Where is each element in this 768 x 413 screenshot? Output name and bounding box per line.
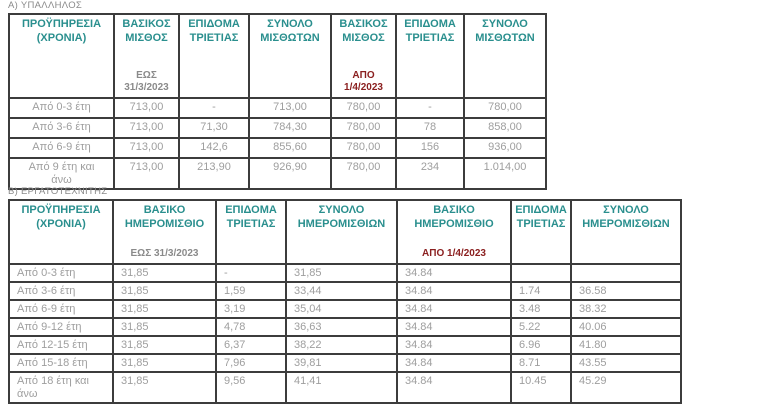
employee-table-body xyxy=(9,98,546,189)
value-cell: 1,59 xyxy=(216,282,286,300)
value-cell: 1.74 xyxy=(511,282,571,300)
value-cell: 34.84 xyxy=(397,336,511,354)
column-header-label: ΣΥΝΟΛΟ ΜΙΣΘΩΤΩΝ xyxy=(475,18,535,44)
column-header-6 xyxy=(571,200,681,264)
row-label-cell: Από 6-9 έτη xyxy=(9,300,113,318)
column-header-label: ΒΑΣΙΚΟΣ ΜΙΣΘΟΣ xyxy=(339,18,388,44)
value-cell: 78 xyxy=(396,118,464,138)
column-header-5 xyxy=(511,200,571,264)
value-cell xyxy=(571,264,681,282)
worker-wage-table xyxy=(8,199,682,404)
value-cell: 33,44 xyxy=(286,282,397,300)
column-header-2 xyxy=(216,200,286,264)
value-cell: 142,6 xyxy=(179,138,249,158)
row-label-cell: Από 9-12 έτη xyxy=(9,318,113,336)
value-cell: 713,00 xyxy=(114,158,179,189)
column-header-4 xyxy=(331,14,396,98)
column-header-label: ΕΠΙΔΟΜΑ ΤΡΙΕΤΙΑΣ xyxy=(225,204,277,230)
row-label-cell: Από 15-18 έτη xyxy=(9,354,113,372)
value-cell: 4,78 xyxy=(216,318,286,336)
value-cell: 31,85 xyxy=(113,354,216,372)
value-cell: 3,19 xyxy=(216,300,286,318)
column-header-0 xyxy=(9,200,113,264)
worker-table-body xyxy=(9,264,681,403)
value-cell: 31,85 xyxy=(286,264,397,282)
value-cell: 713,00 xyxy=(114,98,179,118)
employee-table-header-row xyxy=(9,14,546,98)
value-cell: 39,81 xyxy=(286,354,397,372)
value-cell: 936,00 xyxy=(464,138,546,158)
column-header-4 xyxy=(397,200,511,264)
value-cell: 34.84 xyxy=(397,300,511,318)
column-header-date-from: ΑΠΟ 1/4/2023 xyxy=(422,248,486,259)
employee-salary-table xyxy=(8,13,547,190)
value-cell: - xyxy=(216,264,286,282)
value-cell: 234 xyxy=(396,158,464,189)
value-cell: 43.55 xyxy=(571,354,681,372)
value-cell: 7,96 xyxy=(216,354,286,372)
value-cell: 10.45 xyxy=(511,372,571,403)
table-row xyxy=(9,118,546,138)
value-cell: 780,00 xyxy=(331,98,396,118)
column-header-0 xyxy=(9,14,114,98)
column-header-label: ΣΥΝΟΛΟ ΜΙΣΘΩΤΩΝ xyxy=(260,18,320,44)
value-cell: 713,00 xyxy=(249,98,331,118)
value-cell xyxy=(511,264,571,282)
column-header-label: ΠΡΟΫΠΗΡΕΣΙΑ (ΧΡΟΝΙΑ) xyxy=(21,18,102,44)
value-cell: - xyxy=(396,98,464,118)
table-row xyxy=(9,98,546,118)
value-cell: 3.48 xyxy=(511,300,571,318)
value-cell: 41,41 xyxy=(286,372,397,403)
value-cell: 784,30 xyxy=(249,118,331,138)
section-b-title: Β) ΕΡΓΑΤΟΤΕΧΝΙΤΗΣ xyxy=(8,186,108,197)
value-cell: 713,00 xyxy=(114,138,179,158)
value-cell: 6.96 xyxy=(511,336,571,354)
value-cell: 34.84 xyxy=(397,318,511,336)
row-label-cell: Από 0-3 έτη xyxy=(9,98,114,118)
column-header-label: ΒΑΣΙΚΟ ΗΜΕΡΟΜΙΣΘΙΟ xyxy=(124,204,205,230)
value-cell: - xyxy=(179,98,249,118)
column-header-3 xyxy=(249,14,331,98)
value-cell: 34.84 xyxy=(397,354,511,372)
value-cell: 71,30 xyxy=(179,118,249,138)
value-cell: 156 xyxy=(396,138,464,158)
column-header-date-until: ΕΩΣ 31/3/2023 xyxy=(124,70,169,93)
value-cell: 41.80 xyxy=(571,336,681,354)
row-label-cell: Από 3-6 έτη xyxy=(9,282,113,300)
worker-table-header-row xyxy=(9,200,681,264)
column-header-2 xyxy=(179,14,249,98)
value-cell: 36.58 xyxy=(571,282,681,300)
value-cell: 213,90 xyxy=(179,158,249,189)
row-label-cell: Από 9 έτη και άνω xyxy=(9,158,114,189)
value-cell: 38,22 xyxy=(286,336,397,354)
column-header-label: ΠΡΟΫΠΗΡΕΣΙΑ (ΧΡΟΝΙΑ) xyxy=(21,204,101,230)
value-cell: 31,85 xyxy=(113,318,216,336)
value-cell: 34.84 xyxy=(397,264,511,282)
table-row xyxy=(9,282,681,300)
column-header-date-until: ΕΩΣ 31/3/2023 xyxy=(130,248,199,259)
value-cell: 858,00 xyxy=(464,118,546,138)
table-row xyxy=(9,372,681,403)
row-label-cell: Από 12-15 έτη xyxy=(9,336,113,354)
value-cell: 31,85 xyxy=(113,264,216,282)
value-cell: 38.32 xyxy=(571,300,681,318)
value-cell: 31,85 xyxy=(113,300,216,318)
column-header-5 xyxy=(396,14,464,98)
value-cell: 45.29 xyxy=(571,372,681,403)
column-header-3 xyxy=(286,200,397,264)
table-row xyxy=(9,300,681,318)
value-cell: 31,85 xyxy=(113,372,216,403)
table-row xyxy=(9,264,681,282)
column-header-label: ΣΥΝΟΛΟ ΗΜΕΡΟΜΙΣΘΙΩΝ xyxy=(297,204,386,230)
table-row xyxy=(9,138,546,158)
value-cell: 713,00 xyxy=(114,118,179,138)
value-cell: 780,00 xyxy=(331,158,396,189)
value-cell: 40.06 xyxy=(571,318,681,336)
column-header-label: ΕΠΙΔΟΜΑ ΤΡΙΕΤΙΑΣ xyxy=(404,18,456,44)
column-header-label: ΒΑΣΙΚΟΣ ΜΙΣΘΟΣ xyxy=(122,18,171,44)
column-header-1 xyxy=(114,14,179,98)
row-label-cell: Από 18 έτη και άνω xyxy=(9,372,113,403)
value-cell: 780,00 xyxy=(331,138,396,158)
column-header-6 xyxy=(464,14,546,98)
column-header-1 xyxy=(113,200,216,264)
row-label-cell: Από 6-9 έτη xyxy=(9,138,114,158)
value-cell: 1.014,00 xyxy=(464,158,546,189)
value-cell: 926,90 xyxy=(249,158,331,189)
column-header-label: ΒΑΣΙΚΟ ΗΜΕΡΟΜΙΣΘΙΟ xyxy=(414,204,494,230)
column-header-label: ΕΠΙΔΟΜΑ ΤΡΙΕΤΙΑΣ xyxy=(515,204,567,230)
table-row xyxy=(9,158,546,189)
worker-section xyxy=(8,186,682,404)
value-cell: 6,37 xyxy=(216,336,286,354)
table-row xyxy=(9,318,681,336)
value-cell: 31,85 xyxy=(113,282,216,300)
value-cell: 5.22 xyxy=(511,318,571,336)
column-header-label: ΣΥΝΟΛΟ ΗΜΕΡΟΜΙΣΘΙΩΝ xyxy=(582,204,670,230)
value-cell: 780,00 xyxy=(464,98,546,118)
table-row xyxy=(9,354,681,372)
value-cell: 9,56 xyxy=(216,372,286,403)
column-header-date-from: ΑΠΟ 1/4/2023 xyxy=(344,70,383,93)
value-cell: 780,00 xyxy=(331,118,396,138)
section-a-title: Α) ΥΠΑΛΛΗΛΟΣ xyxy=(8,0,83,11)
column-header-label: ΕΠΙΔΟΜΑ ΤΡΙΕΤΙΑΣ xyxy=(188,18,240,44)
employee-section xyxy=(8,0,547,190)
value-cell: 34.84 xyxy=(397,372,511,403)
row-label-cell: Από 0-3 έτη xyxy=(9,264,113,282)
value-cell: 36,63 xyxy=(286,318,397,336)
value-cell: 35,04 xyxy=(286,300,397,318)
value-cell: 855,60 xyxy=(249,138,331,158)
row-label-cell: Από 3-6 έτη xyxy=(9,118,114,138)
value-cell: 34.84 xyxy=(397,282,511,300)
value-cell: 31,85 xyxy=(113,336,216,354)
value-cell: 8.71 xyxy=(511,354,571,372)
table-row xyxy=(9,336,681,354)
